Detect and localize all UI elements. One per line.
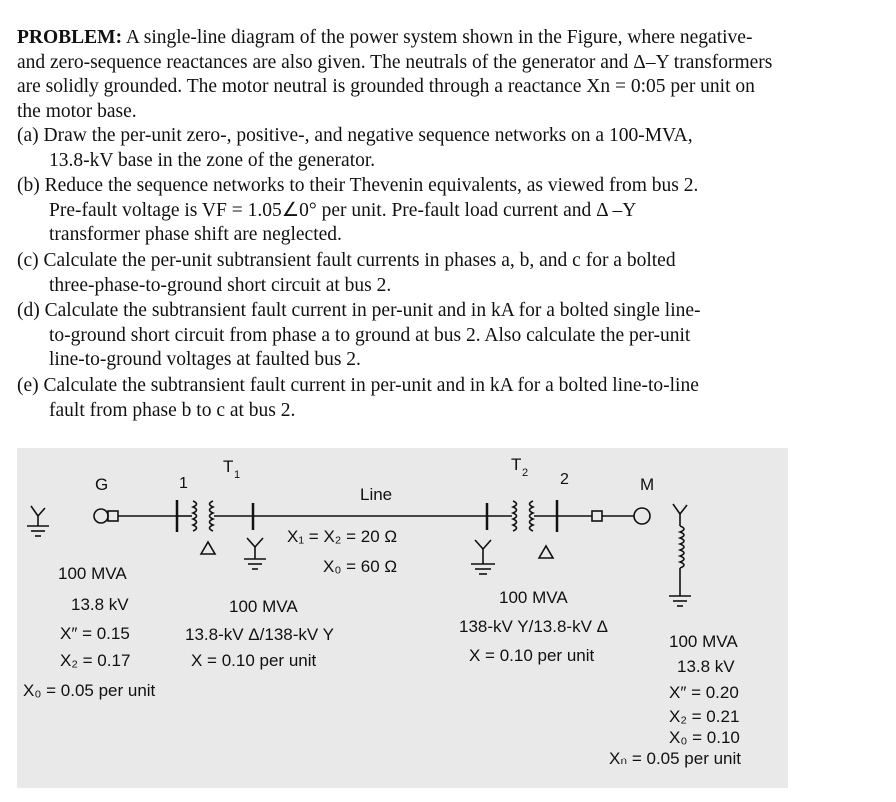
generator-ground-symbol [27,506,49,536]
single-line-diagram [17,448,788,788]
part-c-line-1: (c) Calculate the per-unit subtransient fault currents in phases a, b, and c for a bolted [17,250,676,271]
motor-spec-3: X″ = 0.20 [669,683,739,702]
t2-spec-2: 138-kV Y/13.8-kV Δ [459,617,609,636]
t2-coil-primary [513,501,517,531]
motor-spec-4: X₂ = 0.21 [669,707,740,726]
gen-spec-1: 100 MVA [58,564,127,583]
label-bus-2: 2 [560,471,569,488]
part-b-line-1: (b) Reduce the sequence networks to their Thevenin equivalents, as viewed from bus 2. [17,175,699,196]
line-param-1: X₁ = X₂ = 20 Ω [287,527,398,546]
t1-delta-symbol [201,542,215,554]
motor-spec-5: X₀ = 0.10 [669,728,740,747]
problem-heading: PROBLEM: [17,27,123,48]
t2-coil-secondary [530,501,534,531]
motor-neutral-reactor-symbol [669,504,691,606]
part-d-line-2: to-ground short circuit from phase a to ground at bus 2. Also calculate the per-unit [49,324,691,346]
gen-spec-3: X″ = 0.15 [60,624,130,643]
t1-wye-ground-symbol [244,538,266,569]
t1-spec-3: X = 0.10 per unit [191,651,317,670]
motor-spec-6: Xₙ = 0.05 per unit [609,749,741,768]
problem-statement [17,26,777,124]
label-m: M [640,475,655,494]
part-a-line-1: (a) Draw the per-unit zero-, positive-, and negative sequence networks on a 100-MVA, [17,125,693,146]
part-b [17,174,779,248]
generator-symbol [94,509,108,523]
t1-coil-secondary [210,501,214,531]
part-e [17,374,779,423]
gen-spec-2: 13.8 kV [71,595,129,614]
part-c [17,249,779,298]
label-t1: T [223,457,234,476]
motor-symbol [634,508,650,524]
label-t2-sub: 2 [522,467,529,479]
t1-coil-primary [193,501,197,531]
label-g: G [95,475,109,494]
part-e-line-1: (e) Calculate the subtransient fault current in per-unit and in kA for a bolted line-to-line [17,375,699,396]
diagram-svg [17,448,788,788]
part-d [17,299,779,373]
problem-intro: A single-line diagram of the power system shown in the Figure, where negative- and zero-sequence reactances are also given. The neutrals of the generator and Δ–Y transformers are solidly grounded. The motor neutral is grounded through a reactance Xn = 0:05 per unit on the motor base. [17,27,773,122]
t2-wye-ground-symbol [471,540,495,574]
label-t2: T [511,455,522,474]
t2-spec-3: X = 0.10 per unit [469,646,595,665]
t1-spec-1: 100 MVA [229,597,298,616]
motor-spec-1: 100 MVA [669,632,738,651]
t2-spec-1: 100 MVA [499,588,568,607]
label-bus-1: 1 [179,475,188,492]
part-b-line-3: transformer phase shift are neglected. [49,224,342,245]
gen-spec-4: X₂ = 0.17 [60,651,131,670]
t2-delta-symbol [539,546,553,558]
part-c-line-2: three-phase-to-ground short circuit at bus 2. [49,274,392,296]
line-param-2: X₀ = 60 Ω [323,557,398,576]
part-e-line-2: fault from phase b to c at bus 2. [49,399,296,421]
label-t1-sub: 1 [234,469,241,481]
part-b-line-2: Pre-fault voltage is VF = 1.05∠0° per unit. Pre-fault load current and Δ –Y [49,199,637,221]
part-a [17,124,779,173]
gen-spec-5: X₀ = 0.05 per unit [23,681,156,700]
part-d-line-3: line-to-ground voltages at faulted bus 2. [49,349,361,370]
part-a-line-2: 13.8-kV base in the zone of the generator. [49,149,376,171]
part-d-line-1: (d) Calculate the subtransient fault current in per-unit and in kA for a bolted single line- [17,300,701,321]
motor-spec-2: 13.8 kV [677,657,735,676]
label-line: Line [360,485,393,504]
t1-spec-2: 13.8-kV Δ/138-kV Y [185,625,335,644]
